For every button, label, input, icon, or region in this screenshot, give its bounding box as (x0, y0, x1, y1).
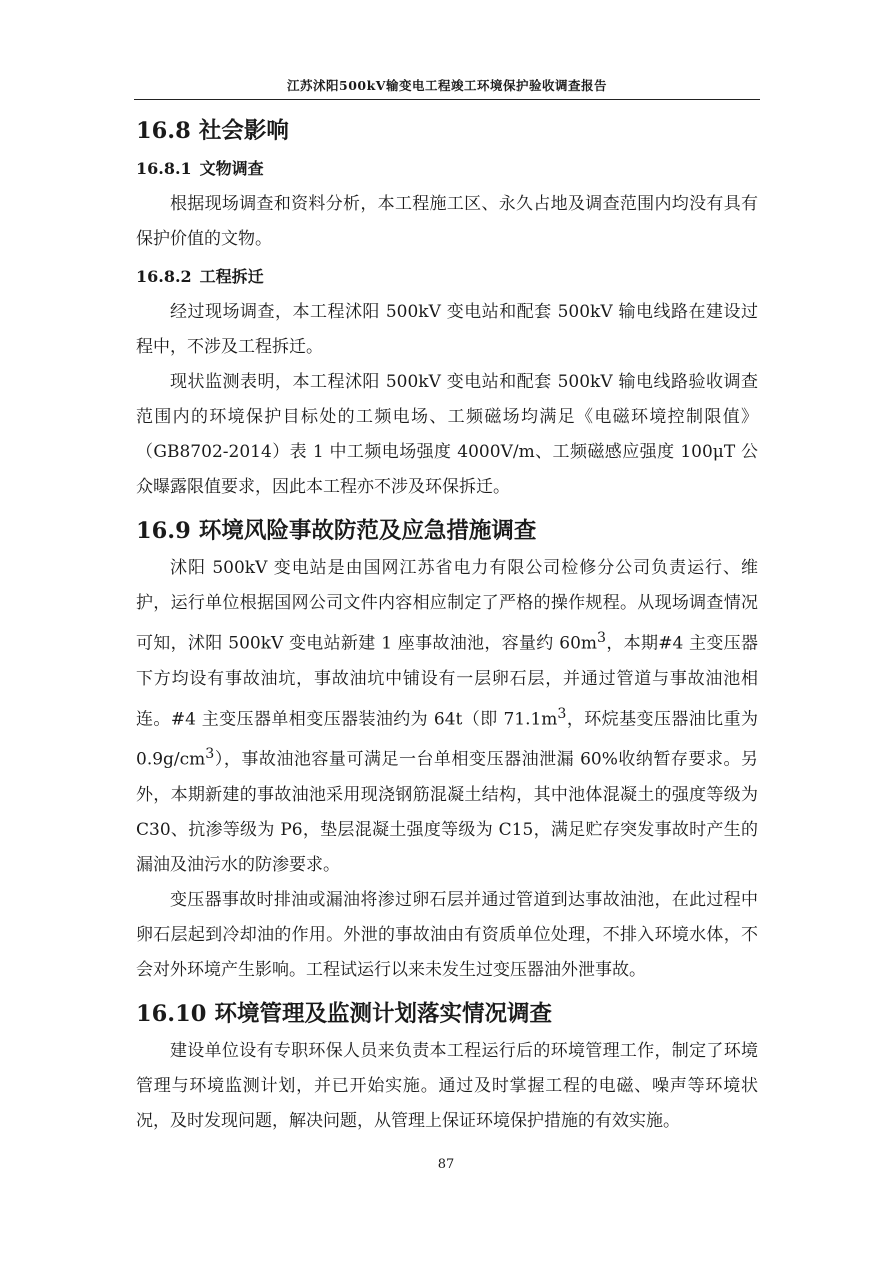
section-heading-16-9 (136, 511, 758, 551)
superscript: 3 (205, 746, 215, 763)
section-heading-16-8 (136, 111, 758, 151)
section-number: 16.9 (136, 518, 191, 544)
superscript: 3 (557, 705, 567, 722)
paragraph-accident-oil-pool (136, 551, 758, 883)
section-title: 社会影响 (198, 118, 289, 144)
subsection-title: 文物调查 (199, 159, 264, 178)
text-run: 沭阳 500kV 变电站是由国网江苏省电力有限公司检修分公司负责运行、维护，运行单位根据国网公司文件内容相应制定了严格的操作规程。从现场调查情况可知，沭阳 500kV 变电站新建 1 座事故油池，容量约 60m (136, 558, 758, 654)
page-number: 87 (437, 1157, 455, 1172)
subsection-title: 工程拆迁 (199, 267, 264, 286)
paragraph-monitoring-results: 现状监测表明，本工程沭阳 500kV 变电站和配套 500kV 输电线路验收调查范围内的环境保护目标处的工频电场、工频磁场均满足《电磁环境控制限值》（GB8702-2014）表 1 中工频电场强度 4000V/m、工频磁感应强度 100μT 公众曝露限值要求，因此本工程亦不涉及环保拆迁。 (136, 372, 758, 497)
subsection-heading-16-8-2 (136, 259, 758, 295)
section-title: 环境管理及监测计划落实情况调查 (214, 1000, 552, 1027)
text-run: ，环烷基变压器油比重为 0.9g/cm (136, 709, 758, 770)
page-content (136, 111, 758, 1139)
paragraph-oil-leak-handling: 变压器事故时排油或漏油将渗过卵石层并通过管道到达事故油池，在此过程中卵石层起到冷却油的作用。外泄的事故油由有资质单位处理，不排入环境水体，不会对外环境产生影响。工程试运行以来未发生过变压器油外泄事故。 (136, 889, 758, 980)
section-heading-16-10 (136, 994, 758, 1034)
section-title: 环境风险事故防范及应急措施调查 (198, 518, 537, 544)
paragraph-demolition-survey: 经过现场调查，本工程沭阳 500kV 变电站和配套 500kV 输电线路在建设过程中，不涉及工程拆迁。 (136, 302, 758, 357)
paragraph-environmental-management: 建设单位设有专职环保人员来负责本工程运行后的环境管理工作，制定了环境管理与环境监测计划，并已开始实施。通过及时掌握工程的电磁、噪声等环境状况，及时发现问题，解决问题，从管理上保证环境保护措施的有效实施。 (136, 1040, 758, 1131)
running-header: 江苏沭阳500kV输变电工程竣工环境保护验收调查报告 (287, 78, 607, 93)
subsection-number: 16.8.2 (136, 267, 192, 286)
subsection-heading-16-8-1 (136, 151, 758, 187)
section-number: 16.10 (136, 1000, 207, 1027)
subsection-number: 16.8.1 (136, 159, 192, 178)
text-run: ），事故油池容量可满足一台单相变压器油泄漏 60%收纳暂存要求。另外，本期新建的事故油池采用现浇钢筋混凝土结构，其中池体混凝土的强度等级为 C30、抗渗等级为 P6，垫层混凝土强度等级为 C15，满足贮存突发事故时产生的漏油及油污水的防渗要求。 (136, 749, 758, 875)
text-run: ，本期#4 主变压器下方均设有事故油坑，事故油坑中铺设有一层卵石层，并通过管道与事故油池相连。#4 主变压器单相变压器装油约为 64t（即 71.1m (136, 633, 758, 730)
header-rule (134, 99, 760, 100)
paragraph-cultural-relics: 根据现场调查和资料分析，本工程施工区、永久占地及调查范围内均没有具有保护价值的文物。 (136, 194, 758, 249)
section-number: 16.8 (136, 118, 191, 144)
superscript: 3 (597, 630, 607, 646)
